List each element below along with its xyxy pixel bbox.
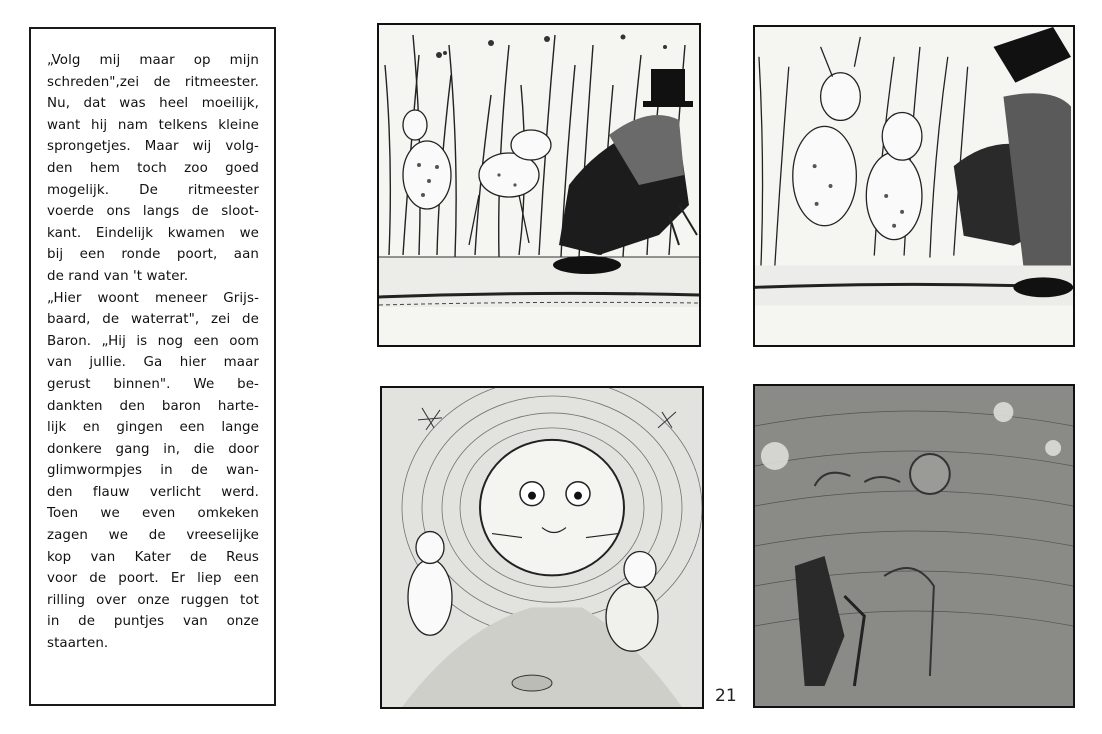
story-line: dankten den baron harte- [47,398,259,414]
illustration-panel-reeds-crouching [377,23,701,347]
illustration-panel-close-up [753,25,1075,347]
page-number: 21 [715,686,737,706]
story-line: Baron. „Hij is nog een oom [47,333,259,349]
story-line: baard, de waterrat", zei de [47,312,259,328]
story-line: sprongetjes. Maar wij volg- [47,139,259,155]
story-line: de rand van 't water. [47,268,189,284]
story-line: den flauw verlicht werd. [47,484,259,500]
story-line: „Hier woont meneer Grijs- [47,290,259,306]
story-line: schreden",zei de ritmeester. [47,74,259,90]
story-line: den hem toch zoo goed [47,160,259,176]
story-line: rilling over onze ruggen tot [47,592,259,608]
story-line: kant. Eindelijk kwamen we [47,225,259,241]
story-line: kop van Kater de Reus [47,549,259,565]
illustration-panel-tunnel-cat [380,386,704,709]
story-line: in de puntjes van onze [47,614,259,630]
story-text-frame [29,27,276,706]
dark-tunnel-illustration [755,386,1073,706]
story-text [47,50,259,655]
story-line: voor de poort. Er liep een [47,571,259,587]
story-line: bij een ronde poort, aan [47,247,259,263]
story-line: Toen we even omkeken [47,506,259,522]
story-line: gerust binnen". We be- [47,376,259,392]
story-line: glimwormpjes in de wan- [47,463,259,479]
story-line: mogelijk. De ritmeester [47,182,259,198]
story-line: zagen we de vreeselijke [47,528,259,544]
story-line: „Volg mij maar op mijn [47,53,259,68]
story-line: want hij nam telkens kleine [47,117,259,133]
story-line: lijk en gingen een lange [47,420,259,436]
story-line: Nu, dat was heel moeilijk, [47,96,259,112]
close-up-scene-illustration [755,27,1073,345]
tunnel-cat-illustration [382,388,702,707]
story-line: donkere gang in, die door [47,441,259,457]
story-line: staarten. [47,636,109,652]
story-line: voerde ons langs de sloot- [47,204,259,220]
illustration-panel-dark-tunnel [753,384,1075,708]
reeds-scene-illustration [379,25,699,345]
story-line: van jullie. Ga hier maar [47,355,259,371]
